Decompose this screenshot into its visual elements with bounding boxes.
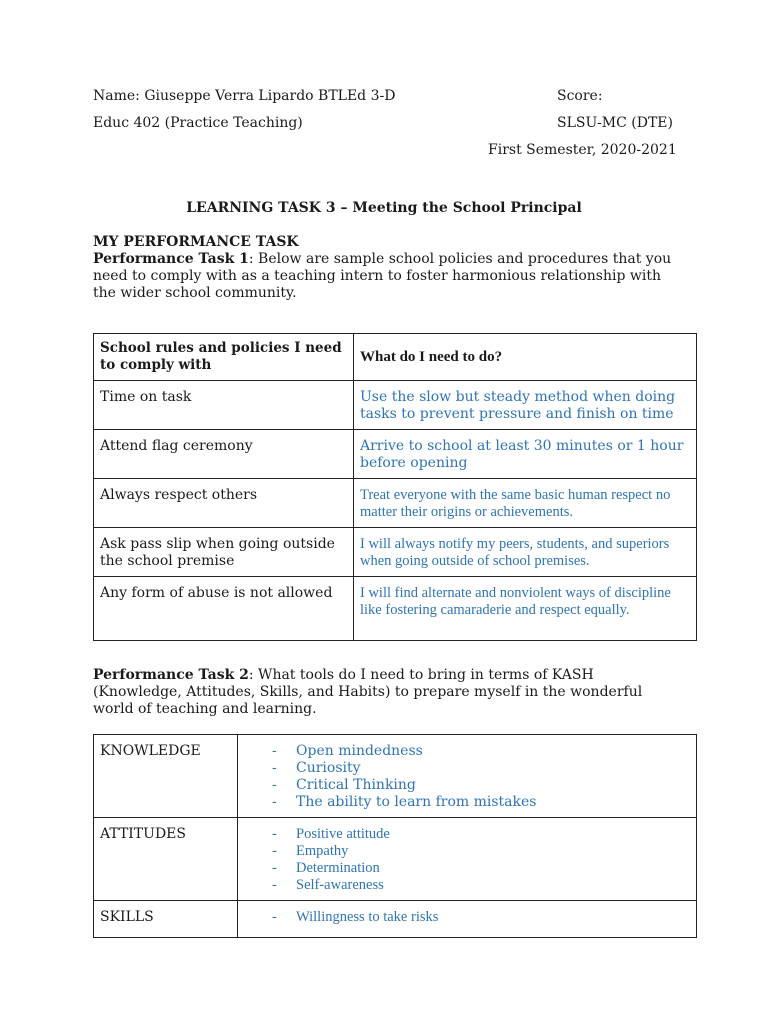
rule-cell: Always respect others: [94, 479, 354, 528]
kash-table: [93, 734, 697, 938]
policies-table: [93, 333, 697, 641]
table-row: [94, 735, 697, 818]
list-item: - Open mindedness: [272, 743, 690, 760]
course-name: Educ 402 (Practice Teaching): [93, 115, 303, 131]
list-item: - Critical Thinking: [272, 777, 690, 794]
table-row: [94, 528, 697, 577]
semester: First Semester, 2020-2021: [488, 142, 677, 158]
task1-label: Performance Task 1: [93, 251, 249, 267]
list-item: - Self-awareness: [272, 877, 690, 894]
document-title: LEARNING TASK 3 – Meeting the School Principal: [186, 200, 582, 216]
action-cell: Treat everyone with the same basic human respect no matter their origins or achievements.: [354, 479, 697, 528]
list-item: - Curiosity: [272, 760, 690, 777]
action-cell: I will always notify my peers, students, and superiors when going outside of school premises.: [354, 528, 697, 577]
table-header-row: [94, 334, 697, 381]
items-cell: [238, 901, 697, 938]
student-name: Name: Giuseppe Verra Lipardo BTLEd 3-D: [93, 88, 396, 104]
category-cell: ATTITUDES: [94, 818, 238, 901]
list-item: - Willingness to take risks: [272, 909, 690, 926]
task2-paragraph: [93, 667, 673, 718]
action-cell: Arrive to school at least 30 minutes or 1 hour before opening: [354, 430, 697, 479]
item-list: [244, 909, 690, 926]
table-row: [94, 818, 697, 901]
table-row: [94, 901, 697, 938]
task1-text: : Below are sample school policies and procedures that you need to comply with as a teaching intern to foster harmonious relationship with the wider school community.: [93, 251, 672, 301]
table-row: [94, 479, 697, 528]
table-row: [94, 381, 697, 430]
action-cell: Use the slow but steady method when doing tasks to prevent pressure and finish on time: [354, 381, 697, 430]
header-actions: What do I need to do?: [354, 334, 697, 381]
item-list: [244, 743, 690, 811]
items-cell: [238, 818, 697, 901]
rule-cell: Ask pass slip when going outside the school premise: [94, 528, 354, 577]
task2-label: Performance Task 2: [93, 667, 249, 683]
rule-cell: Time on task: [94, 381, 354, 430]
list-item: - Positive attitude: [272, 826, 690, 843]
task1-paragraph: [93, 251, 673, 302]
rule-cell: Any form of abuse is not allowed: [94, 577, 354, 641]
rule-cell: Attend flag ceremony: [94, 430, 354, 479]
header-rules: School rules and policies I need to comply with: [94, 334, 354, 381]
school-name: SLSU-MC (DTE): [557, 115, 673, 131]
section-heading: MY PERFORMANCE TASK: [93, 234, 299, 250]
action-cell: I will find alternate and nonviolent ways of discipline like fostering camaraderie and respect equally.: [354, 577, 697, 641]
score-label: Score:: [557, 88, 603, 104]
list-item: - Determination: [272, 860, 690, 877]
list-item: - The ability to learn from mistakes: [272, 794, 690, 811]
table-row: [94, 430, 697, 479]
list-item: - Empathy: [272, 843, 690, 860]
category-cell: KNOWLEDGE: [94, 735, 238, 818]
task2-text: : What tools do I need to bring in terms of KASH (Knowledge, Attitudes, Skills, and Habits) to prepare myself in the wonderful world of teaching and learning.: [93, 667, 643, 717]
items-cell: [238, 735, 697, 818]
category-cell: SKILLS: [94, 901, 238, 938]
item-list: [244, 826, 690, 894]
table-row: [94, 577, 697, 641]
